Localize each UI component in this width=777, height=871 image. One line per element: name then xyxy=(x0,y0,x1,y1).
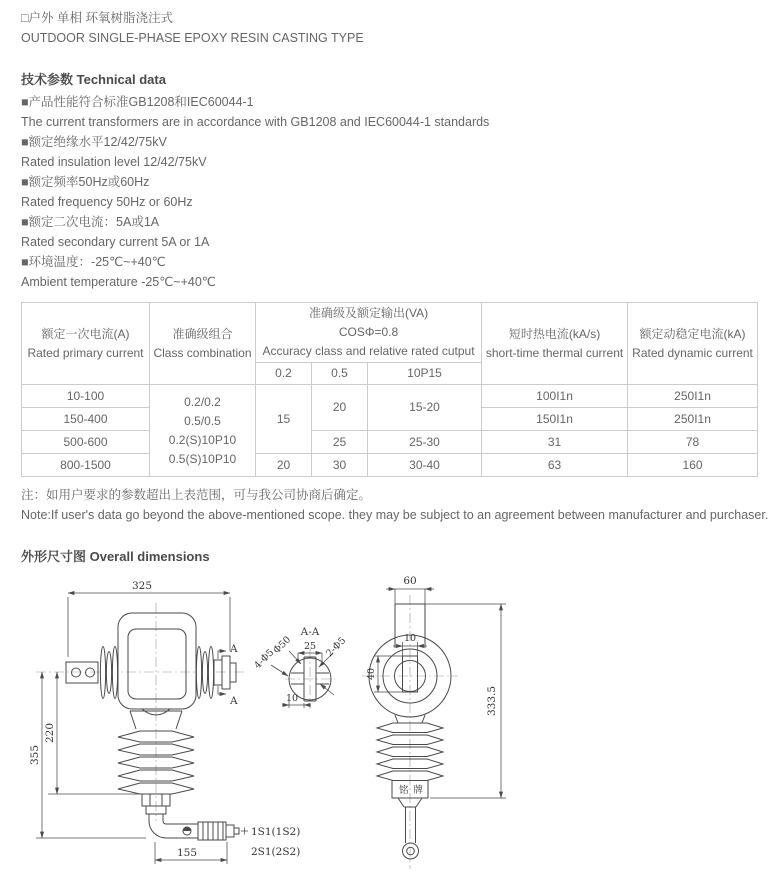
overall-dimensions-heading: 外形尺寸图 Overall dimensions xyxy=(21,549,210,564)
note-block xyxy=(21,485,769,525)
header-thermal-zh: 短时热电流(kA/s) xyxy=(508,326,601,341)
section-title: A-A xyxy=(300,626,320,638)
header-class-combination xyxy=(150,303,256,385)
cell-primary-1: 150-400 xyxy=(22,408,150,431)
eyelet-ring xyxy=(403,843,419,859)
subheader-0-2: 0.2 xyxy=(256,363,312,385)
section-mark-a-top: A xyxy=(230,643,238,655)
cell-acc02-span: 15 xyxy=(256,385,312,454)
cell-acc02-row4: 20 xyxy=(256,454,312,477)
cell-dynamic-0: 250I1n xyxy=(628,385,758,408)
tech-item-zh: ■额定频率50Hz或60Hz xyxy=(21,175,150,189)
dim-totalh-label: 333.5 xyxy=(486,685,498,717)
dim-2d5-label: 2-Φ5 xyxy=(324,635,349,660)
technical-data-list xyxy=(21,92,757,292)
technical-data-heading: 技术参数 Technical data xyxy=(21,72,166,87)
note-en: Note:If user's data go beyond the above-mentioned scope. they may be subject to an agreement between manufacturer and purchaser. xyxy=(21,508,769,522)
secondary-connector xyxy=(198,822,226,840)
cell-dynamic-1: 250I1n xyxy=(628,408,758,431)
dim-10-label: 10 xyxy=(285,693,299,704)
class-combo-2: 0.2(S)10P10 xyxy=(168,432,237,447)
cell-class-combinations xyxy=(150,385,256,477)
cell-p1015-row3: 25-30 xyxy=(368,431,482,454)
table-row xyxy=(22,454,758,477)
header-dynamic-zh: 额定动稳定电流(kA) xyxy=(639,326,746,341)
tech-item-en: Ambient temperature -25℃~+40℃ xyxy=(21,275,216,289)
terminal-label-1: 1S1(1S2) xyxy=(251,826,301,838)
side-view-drawing xyxy=(29,580,300,864)
header-primary-en: Rated primary current xyxy=(27,345,144,360)
cell-thermal-0: 100I1n xyxy=(482,385,628,408)
cell-p1015-span: 15-20 xyxy=(368,385,482,431)
title-en: OUTDOOR SINGLE-PHASE EPOXY RESIN CASTING TYPE xyxy=(21,31,364,45)
header-class-zh: 准确级组合 xyxy=(172,326,233,341)
dim-width-label: 325 xyxy=(131,580,153,592)
tech-item-en: Rated frequency 50Hz or 60Hz xyxy=(21,195,193,209)
dim-60-label: 60 xyxy=(403,575,417,587)
dim-h355-label: 355 xyxy=(29,744,41,766)
tech-item-zh: ■额定二次电流：5A或1A xyxy=(21,215,160,229)
cell-dynamic-2: 78 xyxy=(628,431,758,454)
header-accuracy-group xyxy=(256,303,482,363)
tech-item-zh: ■产品性能符合标准GB1208和IEC60044-1 xyxy=(21,95,254,109)
primary-terminal-left xyxy=(66,662,98,683)
dimensions-figure xyxy=(0,571,777,871)
cell-primary-3: 800-1500 xyxy=(22,454,150,477)
terminal-hole xyxy=(86,668,95,677)
cell-acc05-row3: 25 xyxy=(312,431,368,454)
section-view-aa xyxy=(252,626,348,709)
dim-d50-label: Φ50 xyxy=(271,634,294,657)
ct-body-inner xyxy=(128,629,186,699)
header-primary-zh: 额定一次电流(A) xyxy=(41,326,130,341)
dim-25-label: 25 xyxy=(303,641,317,652)
cell-primary-2: 500-600 xyxy=(22,431,150,454)
tech-item-zh: ■环境温度：-25℃~+40℃ xyxy=(21,255,166,269)
terminal-hole xyxy=(72,668,81,677)
dim-h220-label: 220 xyxy=(44,722,56,744)
subheader-0-5: 0.5 xyxy=(312,363,368,385)
primary-terminal-right xyxy=(214,660,222,685)
tech-item-en: Rated secondary current 5A or 1A xyxy=(21,235,210,249)
table-header-row xyxy=(22,303,758,363)
header-thermal-en: short-time thermal current xyxy=(485,345,624,360)
subheader-10p15: 10P15 xyxy=(368,363,482,385)
header-class-en: Class combination xyxy=(153,345,252,360)
front-view-drawing xyxy=(362,575,506,869)
dim-innerw-label: 10 xyxy=(403,633,417,644)
dim-innerh-label: 40 xyxy=(366,667,377,681)
header-dynamic-current xyxy=(628,303,758,385)
table-row xyxy=(22,431,758,454)
cell-acc05-row4: 30 xyxy=(312,454,368,477)
header-accuracy-line1: 准确级及额定输出(VA) xyxy=(308,306,429,320)
cell-thermal-1: 150I1n xyxy=(482,408,628,431)
nameplate-label: 铭牌 xyxy=(399,785,429,796)
tech-item-en: The current transformers are in accordance with GB1208 and IEC60044-1 standards xyxy=(21,115,490,129)
tech-item-en: Rated insulation level 12/42/75kV xyxy=(21,155,207,169)
cell-p1015-row4: 30-40 xyxy=(368,454,482,477)
note-zh: 注：如用户要求的参数超出上表范围，可与我公司协商后确定。 xyxy=(21,488,372,502)
dim-155-label: 155 xyxy=(176,847,198,859)
header-accuracy-line3: Accuracy class and relative rated cutput xyxy=(262,344,475,358)
cell-thermal-2: 31 xyxy=(482,431,628,454)
cell-dynamic-3: 160 xyxy=(628,454,758,477)
class-combo-1: 0.5/0.5 xyxy=(184,413,221,428)
tech-item-zh: ■额定绝缘水平12/42/75kV xyxy=(21,135,167,149)
header-thermal-current xyxy=(482,303,628,385)
terminal-label-2: 2S1(2S2) xyxy=(251,846,301,858)
ratings-table xyxy=(21,302,758,477)
class-combo-3: 0.5(S)10P10 xyxy=(168,451,237,466)
cell-thermal-3: 63 xyxy=(482,454,628,477)
header-dynamic-en: Rated dynamic current xyxy=(632,345,753,360)
title-zh: □户外 单相 环氧树脂浇注式 xyxy=(21,11,173,25)
cell-primary-0: 10-100 xyxy=(22,385,150,408)
section-mark-a-bottom: A xyxy=(230,695,238,707)
dim-4d5-label: 4-Φ5 xyxy=(252,647,277,672)
table-row xyxy=(22,385,758,408)
ct-body-outline xyxy=(118,613,196,709)
header-accuracy-line2: COSΦ=0.8 xyxy=(338,325,399,339)
header-primary-current xyxy=(22,303,150,385)
class-combo-0: 0.2/0.2 xyxy=(184,394,221,409)
title-block xyxy=(21,8,757,48)
cell-acc05-span: 20 xyxy=(312,385,368,431)
